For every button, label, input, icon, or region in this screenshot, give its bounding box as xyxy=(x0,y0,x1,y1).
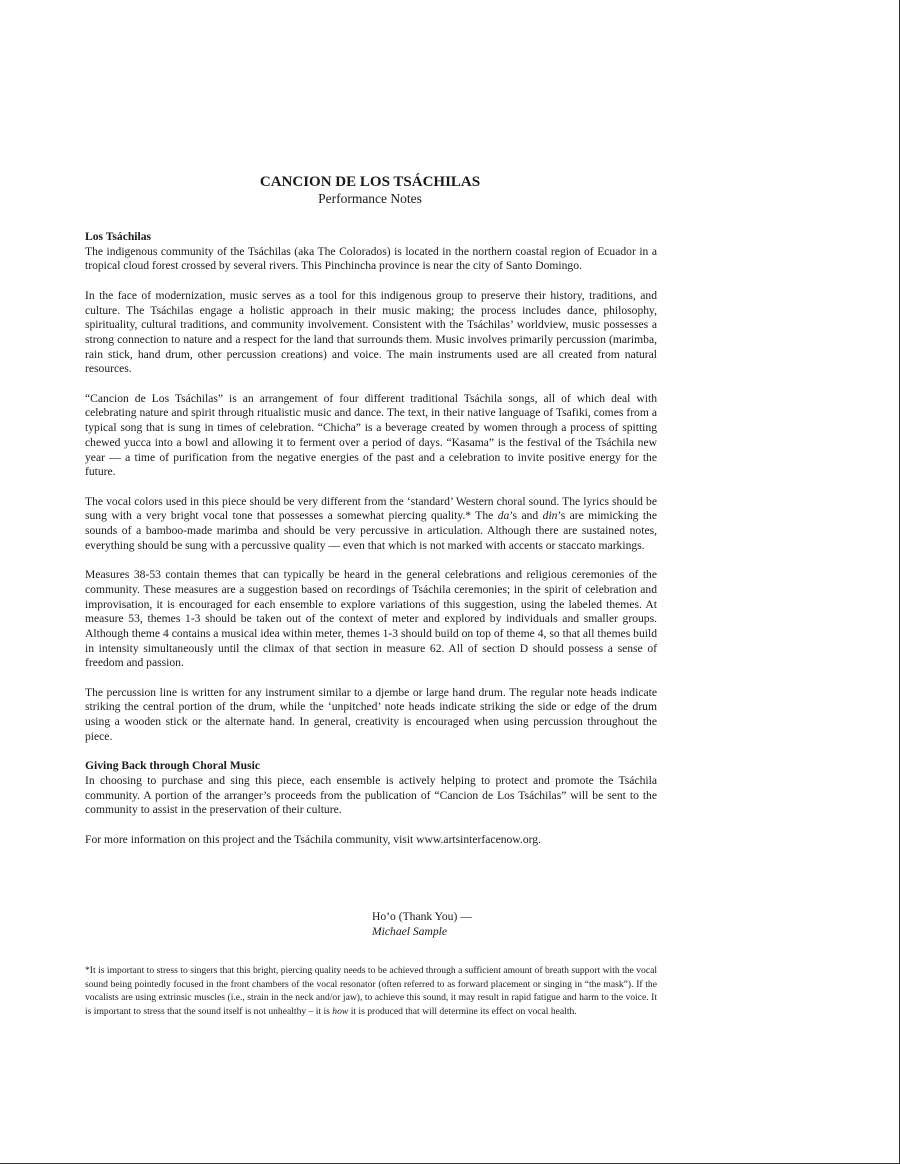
page-title: CANCION DE LOS TSÁCHILAS xyxy=(259,174,481,190)
footnote-text-a: *It is important to stress to singers that this bright, piercing quality needs to be achieved through a sufficient amount of breath support with the vocal sound being pointedly focused in the front chambers of the vocal resonator (often referred to as forward placement or singing in “the mask”). If the vocalists are using extrinsic muscles (i.e., strain in the neck and/or jaw), to achieve this sound, it may result in rapid fatigue and harm to the voice. It is important to stress that the sound itself is not unhealthy – it is xyxy=(85,965,657,1017)
signature-name: Michael Sample xyxy=(372,924,448,938)
paragraph-measures: Measures 38-53 contain themes that can typically be heard in the general celebrations and religious ceremonies of the community. These measures are a suggestion based on recordings of Tsáchila ceremonies; in the spirit of celebration and improvisation, it is encouraged for each ensemble to explore variations of this suggestion, using the labeled themes. At measure 53, themes 1-3 should be taken out of the context of meter and explored by individuals and smaller groups. Although theme 4 contains a musical idea within meter, themes 1-3 should build on top of theme 4, so that all themes build in intensity simultaneously until the climax of that section in measure 62. All of section D should possess a sense of freedom and passion. xyxy=(85,568,657,670)
signature-block xyxy=(372,910,472,939)
document-body xyxy=(85,230,657,862)
section-heading-giving-back: Giving Back through Choral Music xyxy=(85,759,261,773)
paragraph-percussion: The percussion line is written for any instrument similar to a djembe or large hand drum. The regular note heads indicate striking the central portion of the drum, while the ‘unpitched’ note heads indicate striking the side or edge of the drum using a wooden stick or the alternate hand. In general, creativity is encouraged when using percussion throughout the piece. xyxy=(85,685,657,743)
vocal-colors-din: din xyxy=(542,509,558,523)
paragraph-modernization: In the face of modernization, music serves as a tool for this indigenous group to preserve their history, traditions, and culture. The Tsáchilas engage a holistic approach in their music making; the process includes dance, philosophy, spirituality, cultural traditions, and community involvement. Consistent with the Tsáchilas’ worldview, music possesses a strong connection to nature and a respect for the land that surrounds them. Music involves primarily percussion (marimba, rain stick, hand drum, other percussion creations) and voice. The main instruments used are all created from natural resources. xyxy=(85,288,657,376)
page-subtitle: Performance Notes xyxy=(318,191,422,206)
vocal-colors-text-a: The vocal colors used in this piece should be very different from the ‘standard’ Western choral sound. The lyrics should be sung with a very bright vocal tone that possesses a somewhat piercing quality.* The xyxy=(85,494,657,523)
vocal-colors-da: da xyxy=(497,509,510,523)
paragraph-arrangement: “Cancion de Los Tsáchilas” is an arrangement of four different traditional Tsáchila songs, all of which deal with celebrating nature and spirit through ritualistic music and dance. The text, in their native language of Tsafiki, comes from a typical song that is sung in times of celebration. “Chicha” is a beverage created by women through a process of spitting chewed yucca into a bowl and allowing it to ferment over a period of days. “Kasama” is the festival of the Tsáchila new year — a time of purification from the negative energies of the past and a celebration to invite positive energy for the future. xyxy=(85,391,657,479)
paragraph-giving-back: In choosing to purchase and sing this piece, each ensemble is actively helping to protect and promote the Tsáchila community. A portion of the arranger’s proceeds from the publication of “Cancion de Los Tsáchilas” will be sent to the community to assist in the preservation of their culture. xyxy=(85,773,657,817)
paragraph-location: The indigenous community of the Tsáchilas (aka The Colorados) is located in the northern coastal region of Ecuador in a tropical cloud forest crossed by several rivers. This Pinchincha province is near the city of Santo Domingo. xyxy=(85,244,657,273)
signature-thanks: Ho’o (Thank You) — xyxy=(372,910,472,923)
section-heading-los-tsachilas: Los Tsáchilas xyxy=(85,230,152,243)
document-header xyxy=(0,174,740,207)
footnote-text-b: it is produced that will determine its effect on vocal health. xyxy=(348,1005,577,1017)
footnote xyxy=(85,964,657,1018)
footnote-how: how xyxy=(332,1005,349,1017)
paragraph-more-information: For more information on this project and the Tsáchila community, visit www.artsinterfacenow.org. xyxy=(85,832,541,846)
vocal-colors-text-b: ’s and xyxy=(509,509,543,523)
paragraph-vocal-colors xyxy=(85,495,657,554)
vocal-colors-text-c: ’s are mimicking the sounds of a bamboo-made marimba and should be very percussive in articulation. Although there are sustained notes, everything should be sung with a percussive quality — even that which is not marked with accents or staccato markings. xyxy=(85,509,657,552)
